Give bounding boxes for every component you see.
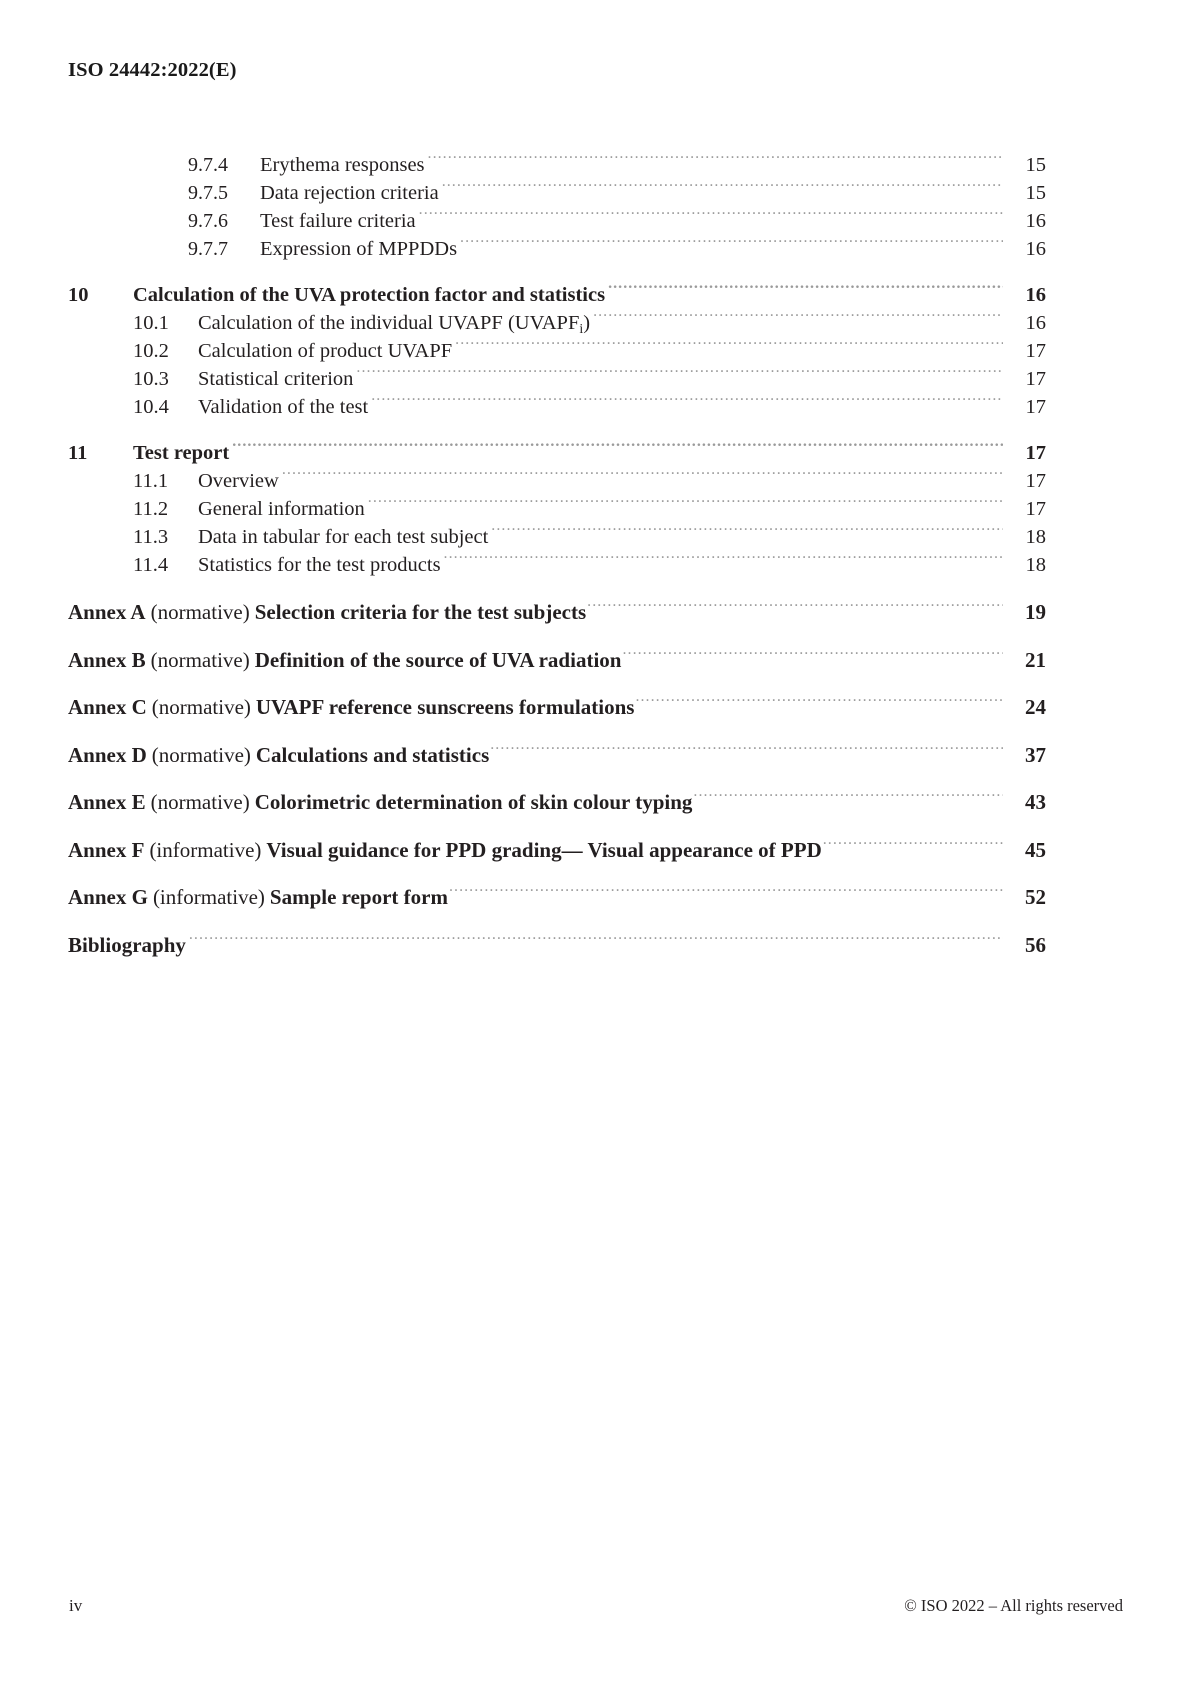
- annex-kind-label: (normative): [151, 742, 251, 767]
- toc-entry-label: Statistics for the test products: [198, 553, 441, 576]
- toc-entry-annex-b[interactable]: [68, 646, 1046, 674]
- toc-entry-number: 11.2: [133, 497, 169, 520]
- toc-entry-label: Expression of MPPDDs: [260, 237, 458, 260]
- dot-leader: [593, 308, 1003, 329]
- toc-entry-number: 11.1: [133, 469, 169, 492]
- dot-leader: [442, 178, 1003, 199]
- toc-entry-page-number: 16: [1025, 283, 1046, 306]
- toc-entry-page-number: 17: [1025, 367, 1046, 390]
- annex-kind-label: (normative): [150, 790, 250, 814]
- annex-page-number: 19: [1025, 600, 1046, 624]
- annex-page-number: 24: [1025, 695, 1046, 719]
- toc-entry-label-text: Calculation of the individual UVAPF (UVAPF: [198, 311, 580, 334]
- toc-entry-page-number: 17: [1025, 497, 1046, 520]
- annex-title: Calculations and statistics: [255, 742, 490, 767]
- dot-leader: [419, 206, 1003, 227]
- toc-entry-number: 10.3: [133, 367, 169, 390]
- toc-entry-page-number: 16: [1025, 311, 1046, 334]
- footer-copyright: © ISO 2022 – All rights reserved: [904, 1596, 1123, 1615]
- dot-leader: [428, 150, 1003, 171]
- toc-entry-label-subscript: i: [579, 321, 584, 337]
- dot-leader: [823, 836, 1003, 857]
- toc-entry-annex-g[interactable]: [68, 883, 1046, 911]
- toc-entry-11-2[interactable]: [68, 494, 1046, 522]
- toc-entry-annex-a[interactable]: [68, 598, 1046, 626]
- annex-identifier: Annex E: [68, 790, 146, 814]
- annex-kind-label: (informative): [149, 837, 262, 862]
- annex-title: UVAPF reference sunscreens formulations: [255, 695, 635, 719]
- annex-title: Colorimetric determination of skin colour typing: [254, 790, 693, 814]
- annex-title: Definition of the source of UVA radiation: [254, 647, 622, 672]
- toc-entry-page-number: 16: [1025, 237, 1046, 260]
- toc-entry-label: Data rejection criteria: [260, 181, 439, 204]
- toc-entry-number: 9.7.6: [188, 209, 228, 232]
- toc-entry-page-number: 17: [1025, 469, 1046, 492]
- annex-kind-label: (normative): [151, 695, 251, 719]
- toc-entry-label: Test failure criteria: [260, 209, 416, 232]
- dot-leader: [622, 646, 1003, 667]
- bibliography-label: Bibliography: [68, 932, 186, 957]
- toc-entry-9-7-5[interactable]: [68, 178, 1046, 206]
- toc-entry-label: Data in tabular for each test subject: [198, 525, 489, 548]
- annex-kind-label: (informative): [152, 885, 265, 909]
- dot-leader: [444, 550, 1003, 571]
- toc-entry-bibliography[interactable]: [68, 931, 1046, 959]
- toc-entry-11-3[interactable]: [68, 522, 1046, 550]
- toc-entry-label: [198, 311, 592, 337]
- toc-entry-11-1[interactable]: [68, 466, 1046, 494]
- toc-annex-list: [68, 598, 1046, 911]
- toc-entry-annex-d[interactable]: [68, 741, 1046, 769]
- toc-entry-page-number: 16: [1025, 209, 1046, 232]
- toc-entry-annex-e[interactable]: [68, 788, 1046, 816]
- dot-leader: [449, 883, 1003, 904]
- dot-leader: [460, 234, 1003, 255]
- toc-entry-label: Calculation of the UVA protection factor and statistics: [133, 283, 606, 306]
- annex-kind-label: (normative): [150, 647, 250, 672]
- footer-page-number: iv: [69, 1596, 83, 1615]
- annex-page-number: 52: [1025, 885, 1046, 909]
- table-of-contents: [68, 150, 1046, 958]
- toc-entry-number: 10: [68, 283, 89, 306]
- toc-entry-number: 10.1: [133, 311, 169, 334]
- toc-entry-page-number: 17: [1025, 339, 1046, 362]
- toc-entry-page-number: 15: [1025, 181, 1046, 204]
- annex-kind-label: (normative): [150, 600, 250, 624]
- annex-identifier: Annex G: [68, 885, 148, 909]
- dot-leader: [491, 522, 1003, 543]
- toc-entry-11[interactable]: [68, 438, 1046, 466]
- toc-entry-label: General information: [198, 497, 365, 520]
- annex-title: Selection criteria for the test subjects: [254, 600, 587, 624]
- toc-entry-page-number: 17: [1025, 395, 1046, 418]
- toc-entry-page-number: 18: [1025, 525, 1046, 548]
- toc-entry-page-number: 15: [1025, 153, 1046, 176]
- annex-page-number: 21: [1025, 647, 1046, 672]
- dot-leader: [189, 931, 1003, 952]
- toc-entry-number: 11: [68, 441, 88, 464]
- toc-entry-10[interactable]: [68, 280, 1046, 308]
- toc-entry-10-2[interactable]: [68, 336, 1046, 364]
- toc-entry-label-tail: ): [583, 311, 591, 334]
- toc-entry-9-7-6[interactable]: [68, 206, 1046, 234]
- toc-entry-number: 11.3: [133, 525, 169, 548]
- toc-entry-10-1[interactable]: [68, 308, 1046, 336]
- toc-entry-10-4[interactable]: [68, 392, 1046, 420]
- toc-clause-list: [68, 150, 1046, 578]
- dot-leader: [356, 364, 1003, 385]
- dot-leader: [587, 598, 1003, 619]
- dot-leader: [282, 466, 1003, 487]
- document-header-id: ISO 24442:2022(E): [68, 59, 237, 81]
- annex-page-number: 43: [1025, 790, 1046, 814]
- dot-leader: [371, 392, 1003, 413]
- annex-identifier: Annex B: [68, 647, 146, 672]
- toc-entry-9-7-4[interactable]: [68, 150, 1046, 178]
- toc-entry-label: Overview: [198, 469, 279, 492]
- toc-entry-11-4[interactable]: [68, 550, 1046, 578]
- toc-entry-number: 9.7.5: [188, 181, 228, 204]
- dot-leader: [635, 693, 1003, 714]
- toc-entry-label: Validation of the test: [198, 395, 369, 418]
- annex-identifier: Annex C: [68, 695, 147, 719]
- toc-entry-annex-c[interactable]: [68, 693, 1046, 721]
- toc-entry-9-7-7[interactable]: [68, 234, 1046, 262]
- annex-identifier: Annex A: [68, 600, 146, 624]
- dot-leader: [368, 494, 1003, 515]
- annex-title: Sample report form: [269, 885, 448, 909]
- toc-entry-number: 9.7.4: [188, 153, 228, 176]
- dot-leader: [693, 788, 1003, 809]
- annex-title: Visual guidance for PPD grading— Visual appearance of PPD: [266, 837, 822, 862]
- toc-entry-label: Statistical criterion: [198, 367, 354, 390]
- toc-entry-label: Calculation of product UVAPF: [198, 339, 453, 362]
- bibliography-page-number: 56: [1025, 932, 1046, 957]
- dot-leader: [232, 438, 1003, 459]
- toc-entry-10-3[interactable]: [68, 364, 1046, 392]
- toc-entry-page-number: 18: [1025, 553, 1046, 576]
- annex-identifier: Annex D: [68, 742, 147, 767]
- annex-identifier: Annex F: [68, 837, 145, 862]
- toc-entry-number: 10.2: [133, 339, 169, 362]
- toc-entry-label: Erythema responses: [260, 153, 425, 176]
- toc-entry-number: 9.7.7: [188, 237, 228, 260]
- dot-leader: [608, 280, 1003, 301]
- toc-entry-number: 10.4: [133, 395, 169, 418]
- dot-leader: [455, 336, 1003, 357]
- toc-entry-label: Test report: [133, 441, 230, 464]
- annex-page-number: 45: [1025, 837, 1046, 862]
- dot-leader: [490, 741, 1003, 762]
- toc-entry-page-number: 17: [1025, 441, 1046, 464]
- annex-page-number: 37: [1025, 742, 1046, 767]
- toc-entry-number: 11.4: [133, 553, 169, 576]
- toc-entry-annex-f[interactable]: [68, 836, 1046, 864]
